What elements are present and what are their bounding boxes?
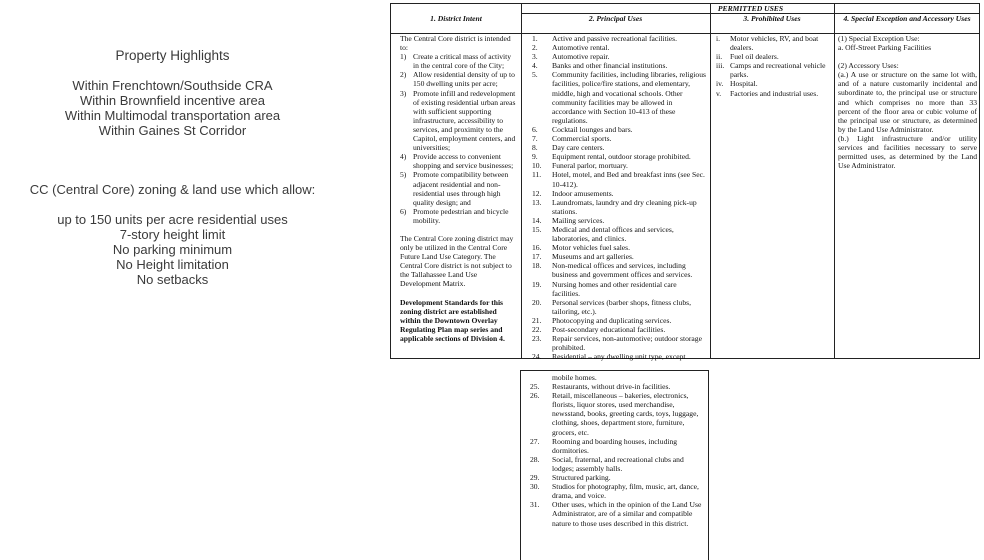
use-item: 12. Indoor amusements. — [532, 188, 614, 198]
prohibited-uses-cell — [716, 34, 831, 98]
use-item: 18. Non-medical offices and services, including business and government offices and services. — [532, 261, 693, 280]
permitted-uses-header: PERMITTED USES — [717, 4, 784, 13]
use-item: 1. Active and passive recreational facilities. — [532, 34, 678, 43]
use-item: 3. Automotive repair. — [532, 52, 610, 62]
highlight-item: Within Gaines St Corridor — [98, 123, 247, 138]
allowance-item: No Height limitation — [116, 257, 229, 272]
use-item: 22. Post-secondary educational facilities. — [532, 325, 666, 334]
use-item: 26. Retail, miscellaneous – bakeries, electronics, florists, liquor stores, used merchandise, newsstand, books, greeting cards, toys, luggage, clothing, shoes, department store, furniture, grocers, etc. — [530, 391, 699, 437]
principal-uses-cell — [532, 34, 706, 361]
special-uses-cell — [838, 34, 977, 170]
column-header-prohibited: 3. Prohibited Uses — [743, 14, 801, 23]
principal-uses-list — [532, 34, 706, 361]
principal-uses-continuation — [520, 370, 709, 560]
use-item: 30. Studios for photography, film, music, art, dance, drama, and voice. — [530, 482, 699, 501]
accessory-use-a: (a.) A use or structure on the same lot with, and of a nature customarily incidental and subordinate to, the principal use or structure and which comprises no more than 33 percent of the floor area or cubic volume of the principal use or structure, as determined by the Land Use Administrator. — [838, 70, 977, 134]
use-item: 10. Funeral parlor, mortuary. — [532, 161, 628, 171]
use-item: 20. Personal services (barber shops, fitness clubs, tailoring, etc.). — [532, 297, 691, 316]
intent-list — [400, 52, 516, 225]
use-item: 27. Rooming and boarding houses, including dormitories. — [530, 436, 678, 455]
intent-item: 6) Promote pedestrian and bicycle mobility. — [400, 206, 509, 225]
use-item: 6. Cocktail lounges and bars. — [532, 124, 633, 134]
use-item: 2. Automotive rental. — [532, 43, 610, 53]
intent-item: 4) Provide access to convenient shopping and service businesses; — [400, 152, 514, 171]
use-item: 21. Photocopying and duplicating services. — [532, 315, 672, 325]
use-item: 13. Laundromats, laundry and dry cleaning pick-up stations. — [532, 197, 697, 216]
zoning-intro: CC (Central Core) zoning & land use which allow: — [29, 182, 316, 197]
district-intent-cell — [400, 34, 516, 343]
continuation-list — [530, 382, 706, 528]
use-item: 31. Other uses, which in the opinion of the Land Use Administrator, are of a similar and compatible nature to those uses described in this district. — [530, 500, 702, 528]
intent-item: 5) Promote compatibility between adjacent residential and non-residential uses through high quality design; and — [400, 170, 509, 207]
highlight-item: Within Frenchtown/Southside CRA — [72, 78, 273, 93]
accessory-uses-heading: (2) Accessory Uses: — [838, 61, 899, 71]
prohibited-item: iii. Camps and recreational vehicle parks. — [716, 61, 826, 80]
prohibited-item: i. Motor vehicles, RV, and boat dealers. — [716, 34, 819, 53]
intent-lead: The Central Core district is intended to: — [400, 34, 511, 53]
zoning-table — [390, 3, 980, 362]
use-item: 19. Nursing homes and other residential care facilities. — [532, 279, 677, 298]
intent-item: 1) Create a critical mass of activity in the central core of the City; — [400, 52, 512, 71]
use-item: 14. Mailing services. — [532, 215, 605, 225]
highlight-item: Within Multimodal transportation area — [64, 108, 281, 123]
column-divider — [834, 4, 835, 358]
use-item: 23. Repair services, non-automotive; outdoor storage prohibited. — [532, 334, 702, 353]
prohibited-item: iv. Hospital. — [716, 79, 758, 89]
special-exception-heading: (1) Special Exception Use: — [838, 34, 920, 43]
intent-item: 2) Allow residential density of up to 150 dwelling units per acre; — [400, 70, 515, 89]
allowance-item: No setbacks — [136, 272, 209, 287]
summary-title: Property Highlights — [115, 48, 230, 63]
use-item: 29. Structured parking. — [530, 473, 611, 483]
allowance-item: No parking minimum — [112, 242, 233, 257]
column-header-principal: 2. Principal Uses — [588, 14, 643, 23]
prohibited-uses-list — [716, 34, 831, 98]
intent-paragraph: The Central Core zoning district may only be utilized in the Central Core Future Land Use Category. The Central Core district is not subject to the Tallahassee Land Use Development Matrix. — [400, 233, 514, 289]
use-item: 7. Commercial sports. — [532, 134, 612, 144]
column-header-special: 4. Special Exception and Accessory Uses — [843, 14, 971, 23]
highlight-item: Within Brownfield incentive area — [80, 93, 265, 108]
allowance-item: up to 150 units per acre residential uses — [57, 212, 288, 227]
use-item: 15. Medical and dental offices and services, laboratories, and clinics. — [532, 224, 674, 244]
accessory-use-b: (b.) Light infrastructure and/or utility services and facilities necessary to serve permitted uses, as determined by the Land Use Administrator. — [838, 133, 977, 171]
development-standards-note: Development Standards for this zoning district are established within the Downtown Overlay Regulating Plan map series and applicable sections of Division 4. — [400, 297, 505, 343]
use-item: 16. Motor vehicles fuel sales. — [532, 243, 631, 253]
use-item: 8. Day care centers. — [532, 143, 605, 153]
use-item: 4. Banks and other financial institutions. — [532, 61, 668, 71]
intent-item: 3) Promote infill and redevelopment of existing residential urban areas with sufficient supporting infrastructure, accessibility to services, and proximity to the Capitol, employment centers, and universities; — [400, 88, 516, 153]
prohibited-item: ii. Fuel oil dealers. — [716, 52, 779, 62]
use-item: 11. Hotel, motel, and Bed and breakfast inns (see Sec. 10-412). — [532, 170, 705, 189]
use-item: 5. Community facilities, including libraries, religious facilities, police/fire stations, and elementary, middle, high and vocational schools. Other community facilities may be allowed in accordance with Section 10-413 of these regulations. — [532, 70, 706, 125]
column-divider — [521, 4, 522, 358]
continuation-cell — [530, 373, 706, 528]
column-header-intent: 1. District Intent — [430, 14, 482, 23]
use-item: 28. Social, fraternal, and recreational clubs and lodges; assembly halls. — [530, 454, 684, 473]
use-item: 25. Restaurants, without drive-in facilities. — [530, 382, 671, 392]
use-item: 24. Residential – any dwelling unit type, except — [532, 352, 686, 362]
property-summary — [0, 0, 390, 554]
use-item: 17. Museums and art galleries. — [532, 252, 634, 262]
allowance-item: 7-story height limit — [119, 227, 226, 242]
continuation-carry-text: mobile homes. — [552, 373, 597, 382]
special-exception-item: a. Off-Street Parking Facilities — [838, 43, 932, 53]
use-item: 9. Equipment rental, outdoor storage prohibited. — [532, 152, 691, 162]
column-divider — [710, 4, 711, 358]
prohibited-item: v. Factories and industrial uses. — [716, 88, 819, 98]
